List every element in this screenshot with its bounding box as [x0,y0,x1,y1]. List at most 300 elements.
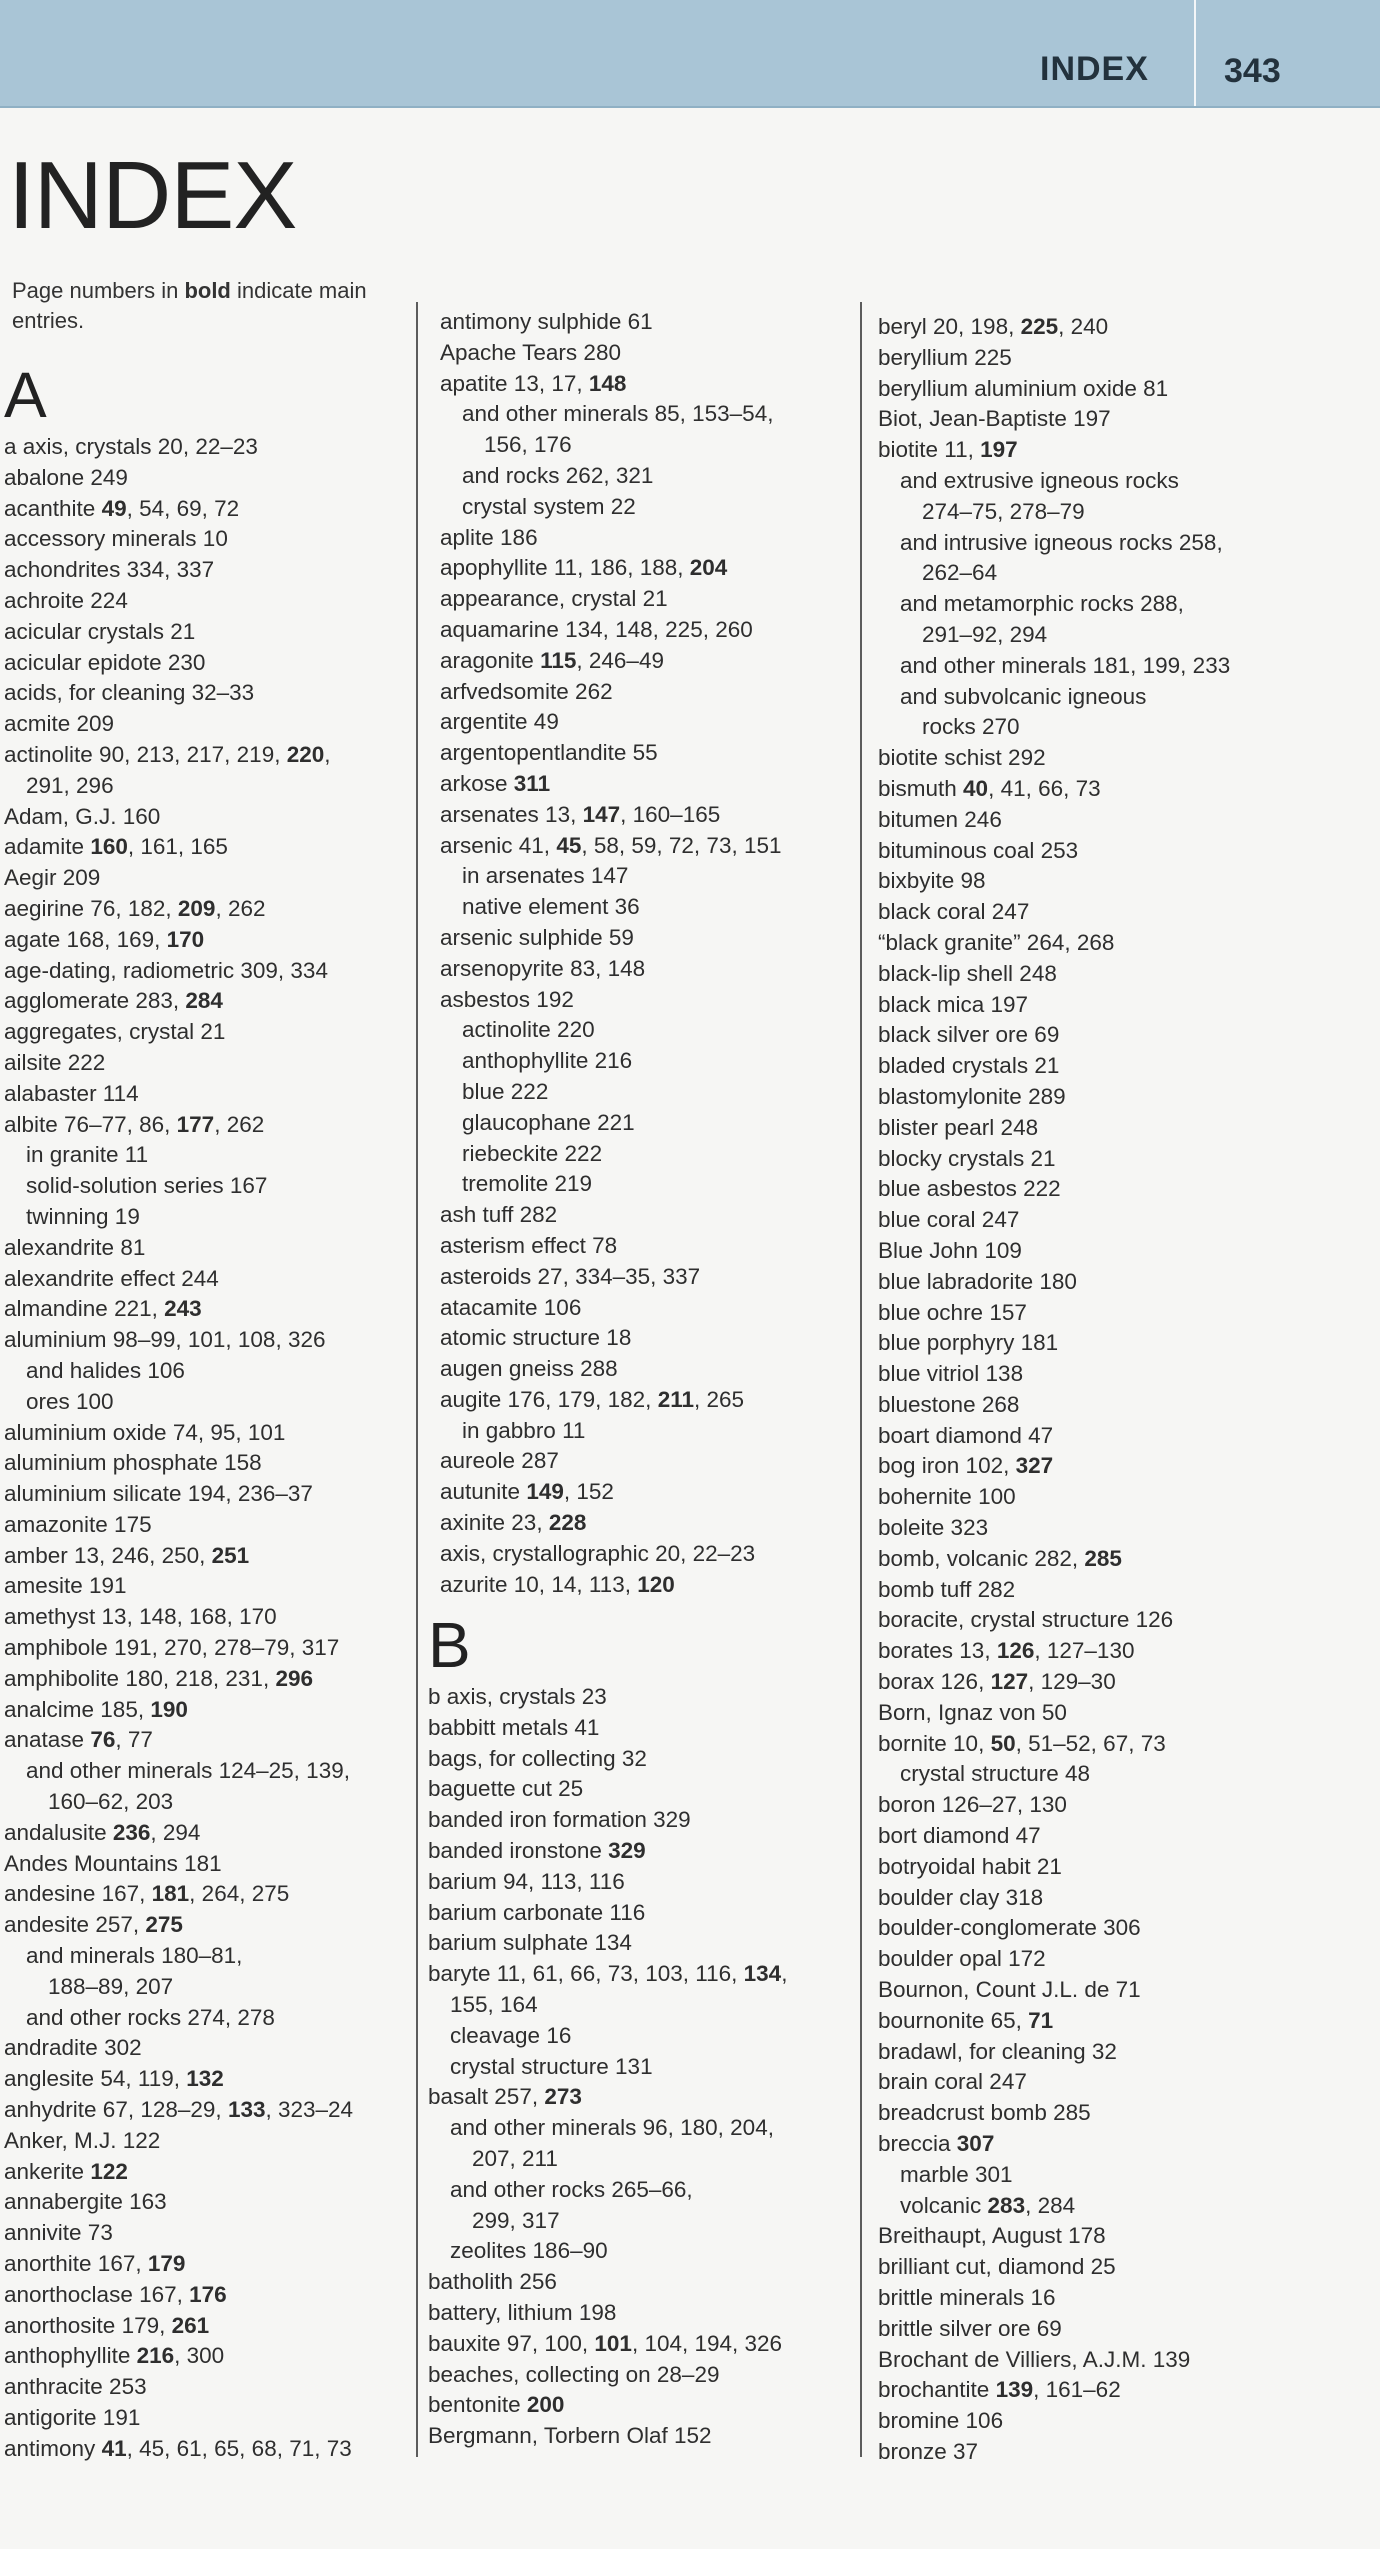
index-entry [4,2003,353,2034]
entry-text-after: , 104, 194, 326 [631,2330,783,2356]
entry-text: antimony sulphide 61 [440,309,653,334]
entry-text: augite 176, 179, 182, [440,1386,658,1412]
index-entry [878,1852,1230,1883]
entry-text: asteroids 27, 334–35, 337 [440,1263,701,1289]
entry-text: black silver ore 69 [878,1022,1060,1048]
index-entry [878,1205,1230,1236]
index-entry [4,1725,353,1756]
index-entry [878,2221,1230,2252]
index-entry [440,1046,782,1077]
entry-text: crystal structure 131 [450,2053,653,2079]
entry-text: amphibolite 180, 218, 231, [4,1665,276,1691]
entry-text: Breithaupt, August 178 [878,2223,1106,2249]
entry-main-page: 41 [101,2435,127,2461]
index-entry [4,2095,353,2126]
index-entry [878,1359,1230,1390]
entry-text: and minerals 180–81, [26,1943,243,1969]
index-entry [440,1200,782,1231]
index-entry [878,928,1230,959]
entry-text: Blue John 109 [878,1237,1022,1263]
entry-text: in arsenates 147 [462,863,629,889]
entry-text: blue vitriol 138 [878,1361,1024,1387]
entry-text: albite 76–77, 86, [4,1111,177,1137]
index-entry [4,2126,353,2157]
entry-text: arkose [440,770,514,796]
entry-text: marble 301 [900,2161,1013,2187]
entry-text: aggregates, crystal 21 [4,1019,226,1045]
entry-text: amazonite 175 [4,1511,152,1537]
index-entry [4,1048,353,1079]
index-entry [878,528,1230,559]
entry-text: arsenopyrite 83, 148 [440,955,646,981]
entry-main-page: 209 [177,895,216,921]
entry-text: 291, 296 [26,772,114,798]
entry-text: antigorite 191 [4,2405,141,2430]
index-entry [878,1698,1230,1729]
index-entry [878,2098,1230,2129]
index-entry [4,1325,353,1356]
entry-text: cleavage 16 [450,2022,572,2048]
index-entry [878,1729,1230,1760]
index-entry [878,2406,1230,2437]
entry-text: beryllium 225 [878,344,1012,370]
entry-text: bixbyite 98 [878,868,986,894]
entry-text: bradawl, for cleaning 32 [878,2038,1117,2064]
entry-text: blue coral 247 [878,1207,1020,1233]
index-entry [440,553,782,584]
index-entry [440,399,782,430]
index-entry [878,1575,1230,1606]
index-entry [440,800,782,831]
index-entry [4,1695,353,1726]
index-entry [4,1879,353,1910]
index-entry [878,2314,1230,2345]
entry-text: anorthosite 179, [4,2312,172,2338]
entry-text: Bournon, Count J.L. de 71 [878,1977,1141,2003]
index-entry [4,1972,353,2003]
entry-text: and metamorphic rocks 288, [900,591,1184,617]
index-entry [4,740,353,771]
index-entry [428,1774,787,1805]
index-entry [878,1944,1230,1975]
entry-text-after: , 77 [115,1727,153,1753]
intro-text-before: Page numbers in [12,278,185,303]
index-entry [4,2218,353,2249]
index-entry [4,1171,353,1202]
entry-text: crystal system 22 [462,493,636,519]
entry-text: banded iron formation 329 [428,1807,691,1833]
entry-text: amphibole 191, 270, 278–79, 317 [4,1635,340,1661]
index-entry [4,2064,353,2095]
index-entry [878,2006,1230,2037]
index-entry [4,2434,353,2465]
entry-text: baryte 11, 61, 66, 73, 103, 116, [428,1961,744,1987]
index-entry [440,492,782,523]
index-entry [4,802,353,833]
entry-main-page: 126 [996,1638,1035,1664]
index-entry [440,1570,782,1601]
index-entry [878,497,1230,528]
index-entry [878,959,1230,990]
entry-text: bournonite 65, [878,2007,1029,2033]
index-entry [440,1477,782,1508]
entry-text: 155, 164 [450,1991,538,2017]
entry-text: glaucophane 221 [462,1109,635,1135]
index-entry [878,836,1230,867]
index-entry [878,1113,1230,1144]
entry-text-after: , 264, 275 [189,1881,290,1907]
entry-text: brittle minerals 16 [878,2285,1056,2310]
entry-text: blocky crystals 21 [878,1145,1056,1171]
entry-main-page: 329 [608,1837,646,1863]
entry-main-page: 71 [1028,2007,1054,2033]
entry-text: anthophyllite 216 [462,1048,633,1074]
index-entry [440,1139,782,1170]
entry-text: argentite 49 [440,709,559,735]
entry-text: brittle silver ore 69 [878,2315,1062,2341]
index-entry [878,897,1230,928]
index-entry [428,2236,787,2267]
entry-text: andradite 302 [4,2035,142,2061]
entry-text: and rocks 262, 321 [462,462,654,488]
entry-main-page: 149 [526,1479,564,1505]
column-rule-1 [416,302,418,2457]
entry-text: blister pearl 248 [878,1114,1039,1140]
entry-text: bituminous coal 253 [878,837,1079,863]
entry-main-page: 181 [151,1881,190,1907]
entry-text: 274–75, 278–79 [922,498,1085,524]
entry-text-after: , 323–24 [265,2097,354,2123]
entry-text: twinning 19 [26,1203,140,1229]
entry-text: 262–64 [922,560,998,586]
index-entry [4,2372,353,2403]
index-entry [4,2157,353,2188]
index-entry [878,558,1230,589]
index-entry [440,307,782,338]
index-entry [4,986,353,1017]
entry-text: banded ironstone [428,1837,609,1863]
entry-text: amethyst 13, 148, 168, 170 [4,1604,277,1630]
entry-text-after: , 51–52, 67, 73 [1015,1730,1166,1756]
entries-b [428,1682,787,2452]
entry-text: crystal structure 48 [900,1761,1091,1787]
index-entry [4,1418,353,1449]
entry-text: bohernite 100 [878,1484,1016,1510]
entry-text: andesite 257, [4,1912,146,1938]
entry-text: brilliant cut, diamond 25 [878,2254,1116,2280]
entry-text: ash tuff 282 [440,1202,558,1228]
entry-main-page: 134 [743,1961,782,1987]
entry-text: aquamarine 134, 148, 225, 260 [440,616,753,642]
entry-text: bags, for collecting 32 [428,1745,647,1771]
entry-text: and intrusive igneous rocks 258, [900,529,1223,555]
entry-text: brochantite [878,2377,996,2403]
index-entry [878,2375,1230,2406]
entry-text: bentonite [428,2392,527,2418]
index-entry [878,404,1230,435]
entry-text: and other minerals 96, 180, 204, [450,2115,774,2141]
entry-main-page: 204 [689,555,728,581]
index-entry [878,2252,1230,2283]
entry-text: acids, for cleaning 32–33 [4,680,255,706]
entry-main-page: 179 [147,2251,186,2277]
entry-main-page: 327 [1015,1453,1054,1479]
index-entry [4,1356,353,1387]
entry-text: baguette cut 25 [428,1776,584,1802]
entry-text: appearance, crystal 21 [440,586,668,612]
entries-a [4,432,353,2465]
entry-main-page: 220 [286,741,325,767]
index-entry [440,430,782,461]
entry-text: bronze 37 [878,2438,979,2464]
entry-text-after: , 129–30 [1028,1669,1116,1695]
entry-text: bromine 106 [878,2408,1004,2434]
entry-text: acicular crystals 21 [4,618,196,644]
entry-text: agate 168, 169, [4,926,167,952]
entry-text: actinolite 90, 213, 217, 219, [4,741,287,767]
index-entry [4,1756,353,1787]
entry-text-after: , 246–49 [576,647,664,673]
entry-text: aluminium oxide 74, 95, 101 [4,1419,286,1445]
entry-text: anorthite 167, [4,2251,148,2277]
entry-text: black-lip shell 248 [878,960,1057,986]
index-entry [440,1539,782,1570]
entry-text: battery, lithium 198 [428,2299,617,2325]
entry-text: Adam, G.J. 160 [4,803,161,829]
index-entry [428,2267,787,2298]
entry-text: biotite 11, [878,437,981,463]
index-entry [878,374,1230,405]
entry-text: apatite 13, 17, [440,370,589,396]
entry-text: atacamite 106 [440,1294,582,1320]
entry-text: a axis, crystals 20, 22–23 [4,434,258,459]
index-entry [4,1233,353,1264]
index-entry [428,2052,787,2083]
entry-text: bornite 10, [878,1730,991,1756]
entry-text: anhydrite 67, 128–29, [4,2097,228,2123]
index-entry [4,1602,353,1633]
index-entry [878,1082,1230,1113]
index-entry [440,1416,782,1447]
index-entry [4,524,353,555]
index-entry [878,1636,1230,1667]
index-entry [878,1482,1230,1513]
index-entry [878,435,1230,466]
entry-main-page: 211 [657,1386,694,1412]
entry-text: blue porphyry 181 [878,1330,1059,1356]
entry-text: anthophyllite [4,2343,137,2369]
entry-text: in gabbro 11 [462,1417,586,1443]
entry-text: riebeckite 222 [462,1140,603,1166]
entry-text: achondrites 334, 337 [4,557,215,583]
index-entry [878,1975,1230,2006]
index-column-1 [4,360,353,2465]
entry-text: borax 126, [878,1669,991,1695]
entry-text: boulder opal 172 [878,1946,1046,1972]
index-entry [878,589,1230,620]
entry-main-page: 147 [582,801,621,827]
entry-text-after: , 262 [215,895,266,921]
entry-text-after: , 240 [1058,314,1109,339]
index-entry [440,1015,782,1046]
entry-text: alexandrite effect 244 [4,1265,219,1291]
entry-main-page: 133 [227,2097,266,2123]
entry-main-page: 200 [526,2392,565,2418]
entry-text: arfvedsomite 262 [440,678,613,704]
entry-text: boleite 323 [878,1515,989,1541]
entry-text: azurite 10, 14, 113, [440,1571,638,1597]
index-entry [440,707,782,738]
index-entry [878,1667,1230,1698]
index-entry [878,1883,1230,1914]
entry-main-page: 120 [637,1571,675,1597]
entry-text: in granite 11 [26,1142,149,1168]
entry-text: bitumen 246 [878,806,1002,832]
index-entry [878,2283,1230,2314]
index-entry [878,1051,1230,1082]
entry-text: abalone 249 [4,464,128,490]
entry-main-page: 228 [548,1510,587,1536]
index-entry [878,466,1230,497]
entry-main-page: 307 [956,2131,995,2157]
index-entry [428,2144,787,2175]
index-entry [878,990,1230,1021]
index-entry [4,2187,353,2218]
entry-text: blue labradorite 180 [878,1268,1077,1294]
entry-text: basalt 257, [428,2084,545,2110]
index-entry [440,1385,782,1416]
index-entry [878,620,1230,651]
entry-text: botryoidal habit 21 [878,1853,1062,1879]
entry-text: alexandrite 81 [4,1234,146,1260]
index-entry [440,892,782,923]
index-entry [428,1836,787,1867]
index-entry [428,2421,787,2452]
entry-text: volcanic [900,2192,988,2218]
index-entry [878,2160,1230,2191]
index-entry [428,1713,787,1744]
entry-text-after: , 161–62 [1033,2377,1121,2403]
index-entry [428,1959,787,1990]
entry-text: argentopentlandite 55 [440,740,658,766]
index-entry [440,523,782,554]
entry-text: blue asbestos 222 [878,1176,1061,1202]
index-entry [428,1990,787,2021]
entry-text: “black granite” 264, 268 [878,929,1115,955]
entry-text-after: , 45, 61, 65, 68, 71, 73 [126,2435,352,2461]
entry-main-page: 170 [166,926,205,952]
entry-text-after: , 54, 69, 72 [126,495,240,521]
entry-main-page: 45 [556,832,582,858]
entry-text: age-dating, radiometric 309, 334 [4,957,328,983]
entry-text: almandine 221, [4,1296,165,1322]
entry-text: 156, 176 [484,432,572,458]
entry-text: apophyllite 11, 186, 188, [440,555,690,581]
index-entry [440,954,782,985]
index-entry [4,2033,353,2064]
entry-main-page: 49 [101,495,127,521]
index-entry [440,338,782,369]
entry-text: 188–89, 207 [48,1973,174,1999]
entry-text: black mica 197 [878,991,1029,1017]
entry-text: autunite [440,1479,527,1505]
entry-text-after: , 300 [174,2343,225,2369]
index-entry [4,1202,353,1233]
entry-text: acanthite [4,495,102,521]
entry-main-page: 243 [164,1296,202,1322]
entry-text: arsenates 13, [440,801,583,827]
index-entry [440,584,782,615]
index-entry [878,1913,1230,1944]
entry-text: barium sulphate 134 [428,1930,632,1956]
entry-text: annivite 73 [4,2220,113,2246]
entry-text: axinite 23, [440,1510,549,1536]
entry-text: annabergite 163 [4,2189,167,2215]
index-entry [878,712,1230,743]
entry-text-after: , 161, 165 [127,834,228,860]
index-entry [440,831,782,862]
entry-text: boart diamond 47 [878,1422,1054,1448]
index-entry [4,1479,353,1510]
index-entry [4,1541,353,1572]
entry-text: blastomylonite 289 [878,1083,1066,1109]
index-entry [878,866,1230,897]
index-entry [440,769,782,800]
index-entry [878,1513,1230,1544]
entry-text: and other minerals 181, 199, 233 [900,652,1231,678]
entry-text: ankerite [4,2158,91,2184]
index-entry [440,1077,782,1108]
entry-text: amber 13, 246, 250, [4,1542,212,1568]
page-number: 343 [1224,52,1281,90]
index-entry [878,1144,1230,1175]
entry-text: Apache Tears 280 [440,339,621,365]
index-entry [4,678,353,709]
index-entry [4,648,353,679]
entry-text: barium 94, 113, 116 [428,1868,625,1894]
entry-main-page: 251 [211,1542,250,1568]
index-column-2-b-section [428,1610,787,2452]
entry-text: bladed crystals 21 [878,1053,1060,1079]
entries-b-cont [878,312,1230,2468]
index-entry [428,2298,787,2329]
entry-text: blue 222 [462,1078,549,1104]
index-entry [4,709,353,740]
entry-text: accessory minerals 10 [4,526,228,552]
entry-text: Brochant de Villiers, A.J.M. 139 [878,2346,1191,2372]
entry-main-page: 40 [963,775,989,801]
entry-main-page: 283 [987,2192,1026,2218]
entry-text: and other rocks 265–66, [450,2176,693,2202]
index-entry [878,2345,1230,2376]
entry-text-after: , 152 [563,1479,614,1505]
index-entry [4,432,353,463]
entry-text: and other minerals 85, 153–54, [462,401,774,427]
entry-text: beaches, collecting on 28–29 [428,2361,720,2387]
entry-text: andesine 167, [4,1881,152,1907]
entry-text-after: , 160–165 [620,801,721,827]
index-entry [428,1928,787,1959]
index-entry [440,677,782,708]
index-entry [4,1448,353,1479]
entry-text: acicular epidote 230 [4,649,206,675]
index-entry [4,1633,353,1664]
entry-text: boracite, crystal structure 126 [878,1607,1174,1633]
index-entry [4,1294,353,1325]
index-entry [428,2390,787,2421]
entry-text: aureole 287 [440,1448,559,1474]
entry-text-after: , 265 [694,1386,745,1412]
